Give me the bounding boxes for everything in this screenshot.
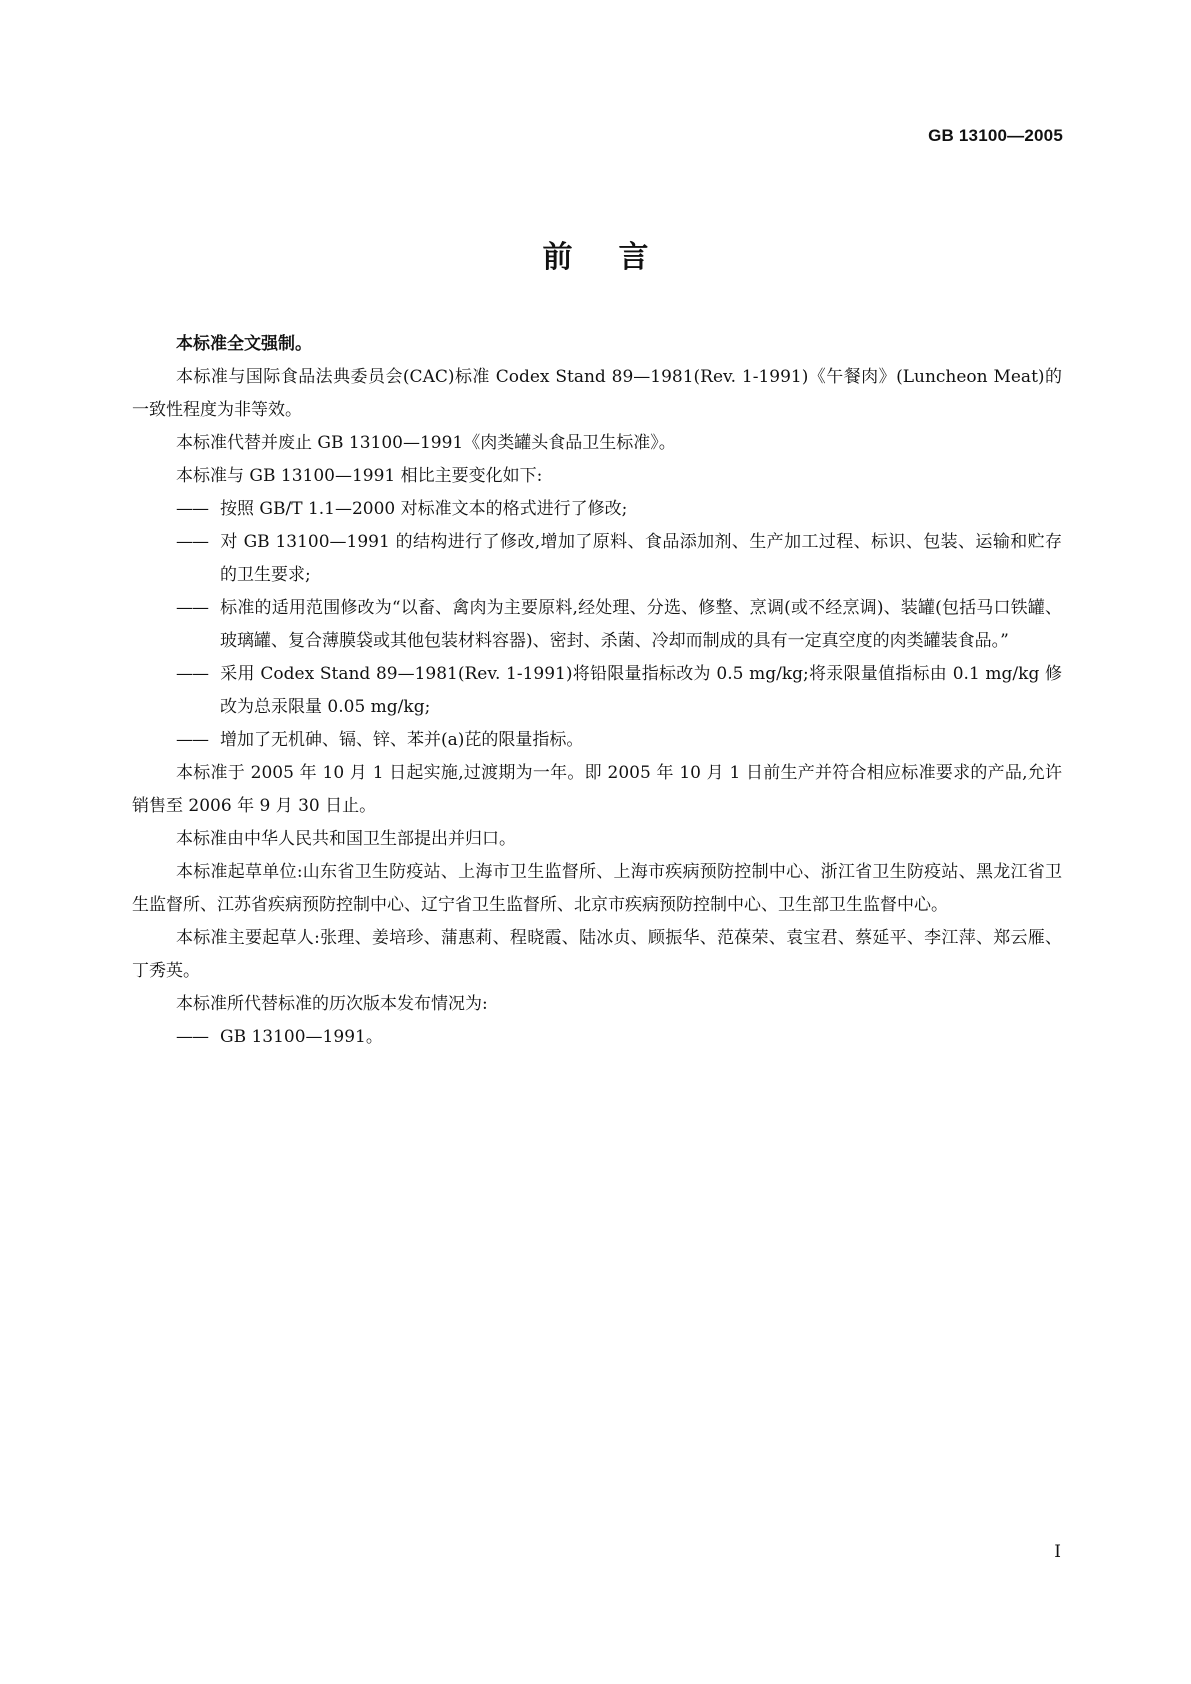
- drafters-paragraph: 本标准主要起草人:张理、姜培珍、蒲惠莉、程晓霞、陆冰贞、顾振华、范葆荣、袁宝君、蔡延平、李江萍、郑云雁、丁秀英。: [132, 928, 1062, 981]
- replacement-paragraph: 本标准代替并废止 GB 13100—1991《肉类罐头食品卫生标准》。: [176, 433, 676, 453]
- change-item-text: 增加了无机砷、镉、锌、苯并(a)芘的限量指标。: [220, 730, 584, 750]
- page-title: 前言: [542, 240, 695, 275]
- consistency-paragraph: 本标准与国际食品法典委员会(CAC)标准 Codex Stand 89—1981(Rev. 1-1991)《午餐肉》(Luncheon Meat)的一致性程度为非等效。: [132, 367, 1062, 420]
- change-item: [132, 658, 1062, 724]
- change-item: [132, 526, 1062, 592]
- page-number: I: [1054, 1542, 1061, 1562]
- preface-body: [132, 328, 1062, 1054]
- changes-intro: 本标准与 GB 13100—1991 相比主要变化如下:: [176, 466, 543, 486]
- change-item-text: 对 GB 13100—1991 的结构进行了修改,增加了原料、食品添加剂、生产加工过程、标识、包装、运输和贮存的卫生要求;: [220, 532, 1062, 585]
- dash-mark: ——: [176, 664, 208, 684]
- change-item-text: 采用 Codex Stand 89—1981(Rev. 1-1991)将铅限量指标改为 0.5 mg/kg;将汞限量值指标由 0.1 mg/kg 修改为总汞限量 0.05 mg/kg;: [220, 664, 1062, 717]
- change-item-text: 按照 GB/T 1.1—2000 对标准文本的格式进行了修改;: [220, 499, 628, 519]
- change-item-text: 标准的适用范围修改为“以畜、禽肉为主要原料,经处理、分选、修整、烹调(或不经烹调)、装罐(包括马口铁罐、玻璃罐、复合薄膜袋或其他包装材料容器)、密封、杀菌、冷却而制成的具有一定真空度的肉类罐装食品。”: [220, 598, 1062, 651]
- change-item: [132, 592, 1062, 658]
- history-item-text: GB 13100—1991。: [220, 1027, 383, 1047]
- dash-mark: ——: [176, 730, 208, 750]
- dash-mark: ——: [176, 1027, 208, 1047]
- standard-code: GB 13100—2005: [928, 126, 1063, 145]
- proposer-paragraph: 本标准由中华人民共和国卫生部提出并归口。: [176, 829, 516, 849]
- history-intro: 本标准所代替标准的历次版本发布情况为:: [176, 994, 488, 1014]
- history-item: [132, 1021, 1062, 1054]
- change-item: [132, 724, 1062, 757]
- implementation-paragraph: 本标准于 2005 年 10 月 1 日起实施,过渡期为一年。即 2005 年 10 月 1 日前生产并符合相应标准要求的产品,允许销售至 2006 年 9 月 30 日止。: [132, 763, 1062, 816]
- change-item: [132, 493, 1062, 526]
- dash-mark: ——: [176, 499, 208, 519]
- dash-mark: ——: [176, 598, 208, 618]
- mandatory-statement: 本标准全文强制。: [176, 334, 312, 354]
- drafting-units-paragraph: 本标准起草单位:山东省卫生防疫站、上海市卫生监督所、上海市疾病预防控制中心、浙江省卫生防疫站、黑龙江省卫生监督所、江苏省疾病预防控制中心、辽宁省卫生监督所、北京市疾病预防控制中心、卫生部卫生监督中心。: [132, 862, 1062, 915]
- dash-mark: ——: [176, 532, 208, 552]
